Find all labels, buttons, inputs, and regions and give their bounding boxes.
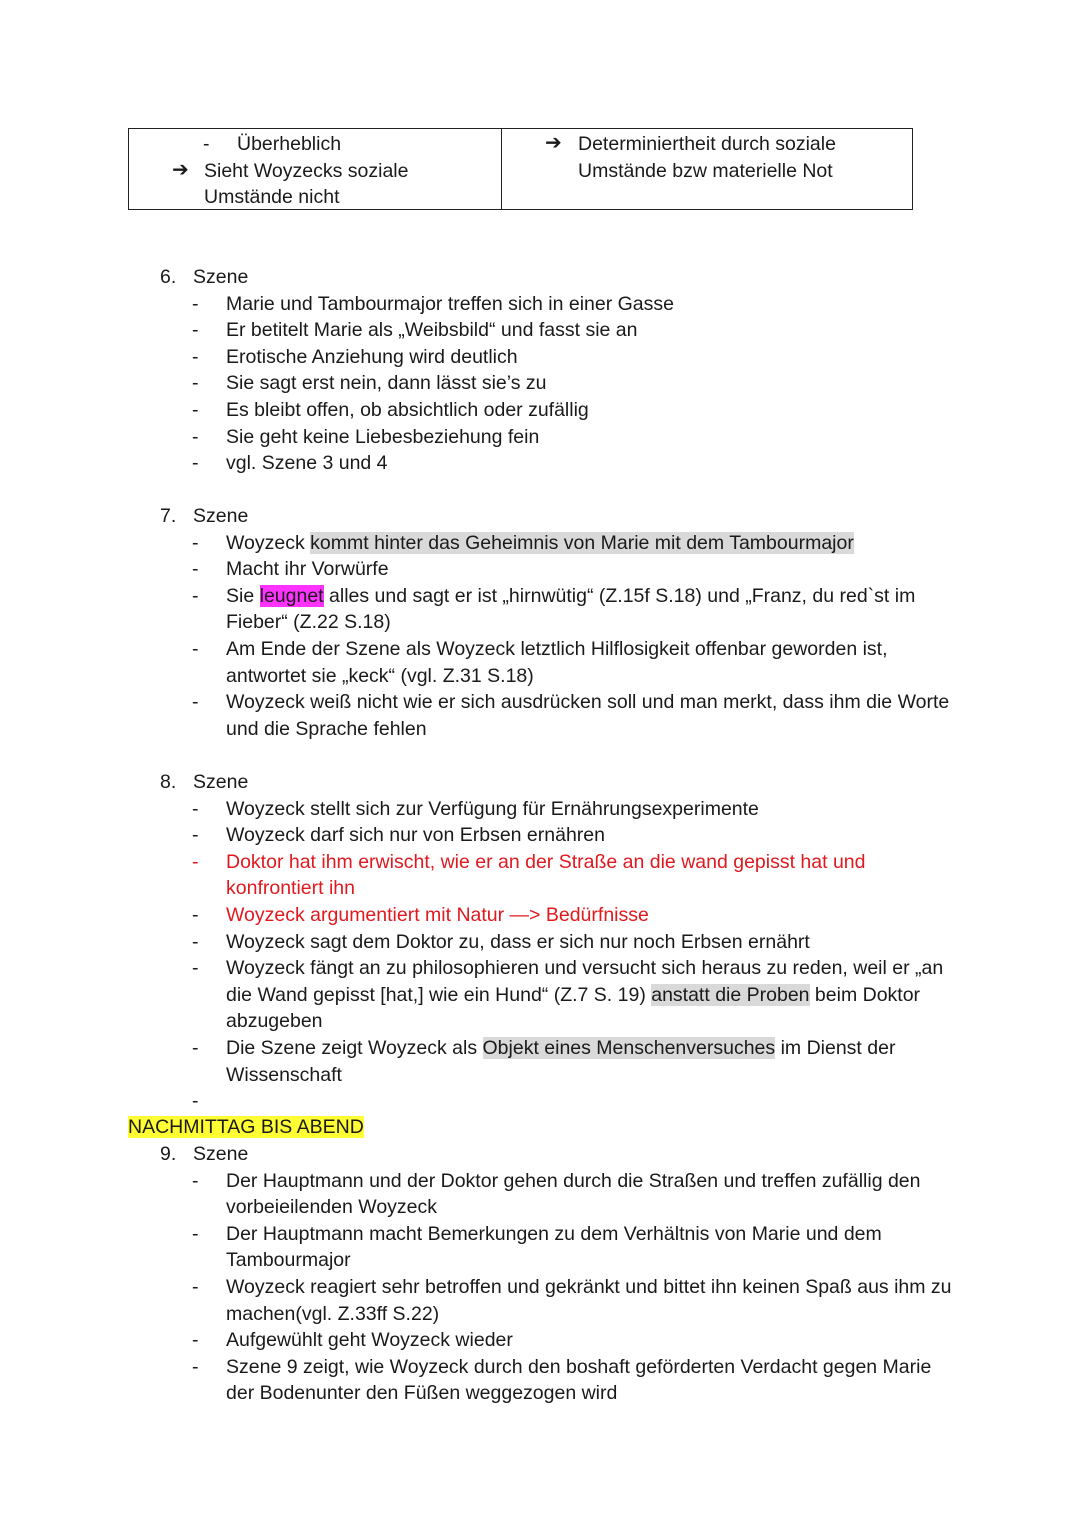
list-item: - Doktor hat ihm erwischt, wie er an der Straße an die wand gepisst hat und konfrontiert ihn — [192, 850, 866, 900]
table-cell-left — [129, 129, 502, 209]
scene-8 — [160, 769, 956, 1088]
scene-7 — [160, 503, 956, 742]
table-left-arrow-item: Sieht Woyzecks soziale — [204, 160, 409, 182]
scene-6-list — [160, 291, 956, 477]
scene-heading — [160, 769, 956, 796]
list-item: - Am Ende der Szene als Woyzeck letztlich Hilflosigkeit offenbar geworden ist, antwortet sie „keck“ (vgl. Z.31 S.18) — [192, 637, 888, 687]
list-item: - Sie sagt erst nein, dann lässt sie’s zu — [192, 372, 547, 395]
list-item: - Woyzeck darf sich nur von Erbsen ernähren — [192, 824, 605, 847]
table-left-dash-item: Überheblich — [237, 133, 342, 155]
scene-7-list — [160, 530, 956, 743]
highlighted-text: kommt hinter das Geheimnis von Marie mit dem Tambourmajor — [310, 531, 854, 554]
list-item: - Sie leugnet alles und sagt er ist „hirnwütig“ (Z.15f S.18) und „Franz, du red`st im Fieber“ (Z.22 S.18) — [192, 584, 916, 634]
scene-title: Szene — [193, 771, 249, 793]
scene-title: Szene — [193, 505, 249, 527]
scene-number: 6. — [160, 266, 177, 288]
list-item: - Woyzeck argumentiert mit Natur —> Bedürfnisse — [192, 903, 649, 926]
list-item: - Erotische Anziehung wird deutlich — [192, 345, 518, 368]
summary-table — [128, 128, 913, 210]
section-title: NACHMITTAG BIS ABEND — [128, 1116, 364, 1138]
scene-title: Szene — [193, 266, 249, 288]
list-item: - Woyzeck reagiert sehr betroffen und gekränkt und bittet ihn keinen Spaß aus ihm zu machen(vgl. Z.33ff S.22) — [192, 1275, 952, 1325]
scene-9-list — [160, 1168, 956, 1407]
scene-number: 8. — [160, 771, 177, 793]
highlighted-text: Objekt eines Menschenversuches — [482, 1036, 776, 1059]
table-right-arrow-item: Determiniertheit durch soziale — [578, 133, 836, 155]
list-item: - Die Szene zeigt Woyzeck als Objekt eines Menschenversuches im Dienst der Wissenschaft — [192, 1036, 896, 1086]
scene-9 — [160, 1141, 956, 1407]
arrow-right-icon: ➔ — [172, 159, 189, 181]
list-item: - Aufgewühlt geht Woyzeck wieder — [192, 1329, 513, 1352]
dash-bullet: - — [203, 133, 210, 155]
section-heading — [128, 1114, 364, 1141]
list-item: - Woyzeck sagt dem Doktor zu, dass er sich nur noch Erbsen ernährt — [192, 930, 810, 953]
list-item: - Der Hauptmann und der Doktor gehen durch die Straßen und treffen zufällig den vorbeieilenden Woyzeck — [192, 1169, 921, 1219]
list-item: - Der Hauptmann macht Bemerkungen zu dem Verhältnis von Marie und dem Tambourmajor — [192, 1222, 882, 1272]
scene-8-list — [160, 796, 956, 1089]
list-item: - Marie und Tambourmajor treffen sich in einer Gasse — [192, 292, 674, 315]
table-left-arrow-item-cont: Umstände nicht — [204, 186, 340, 208]
scene-heading — [160, 503, 956, 530]
list-item: - vgl. Szene 3 und 4 — [192, 452, 388, 475]
list-item: - Woyzeck stellt sich zur Verfügung für Ernährungsexperimente — [192, 797, 759, 820]
scene-title: Szene — [193, 1143, 249, 1165]
empty-bullet: - — [192, 1090, 199, 1112]
table-right-arrow-item-cont: Umstände bzw materielle Not — [578, 160, 833, 182]
arrow-right-icon: ➔ — [545, 132, 562, 154]
list-item: - Sie geht keine Liebesbeziehung fein — [192, 425, 540, 448]
list-item: - Woyzeck fängt an zu philosophieren und versucht sich heraus zu reden, weil er „an die Wand gepisst [hat,] wie ein Hund“ (Z.7 S. 19) anstatt die Proben beim Doktor abzugeben — [192, 957, 944, 1033]
scene-6 — [160, 264, 956, 477]
highlighted-text: anstatt die Proben — [651, 983, 810, 1006]
scene-heading — [160, 1141, 956, 1168]
list-item: - Woyzeck kommt hinter das Geheimnis von Marie mit dem Tambourmajor — [192, 531, 854, 554]
list-item: - Woyzeck weiß nicht wie er sich ausdrücken soll und man merkt, dass ihm die Worte und die Sprache fehlen — [192, 691, 950, 740]
scene-number: 9. — [160, 1143, 177, 1165]
scene-number: 7. — [160, 505, 177, 527]
highlighted-text: leugnet — [259, 584, 324, 607]
list-item: - Szene 9 zeigt, wie Woyzeck durch den boshaft geförderten Verdacht gegen Marie der Bodenunter den Füßen weggezogen wird — [192, 1355, 932, 1405]
list-item: - Macht ihr Vorwürfe — [192, 558, 389, 581]
list-item: - Er betitelt Marie als „Weibsbild“ und fasst sie an — [192, 319, 638, 342]
table-cell-right — [502, 129, 912, 209]
scene-heading — [160, 264, 956, 291]
list-item: - Es bleibt offen, ob absichtlich oder zufällig — [192, 398, 589, 421]
